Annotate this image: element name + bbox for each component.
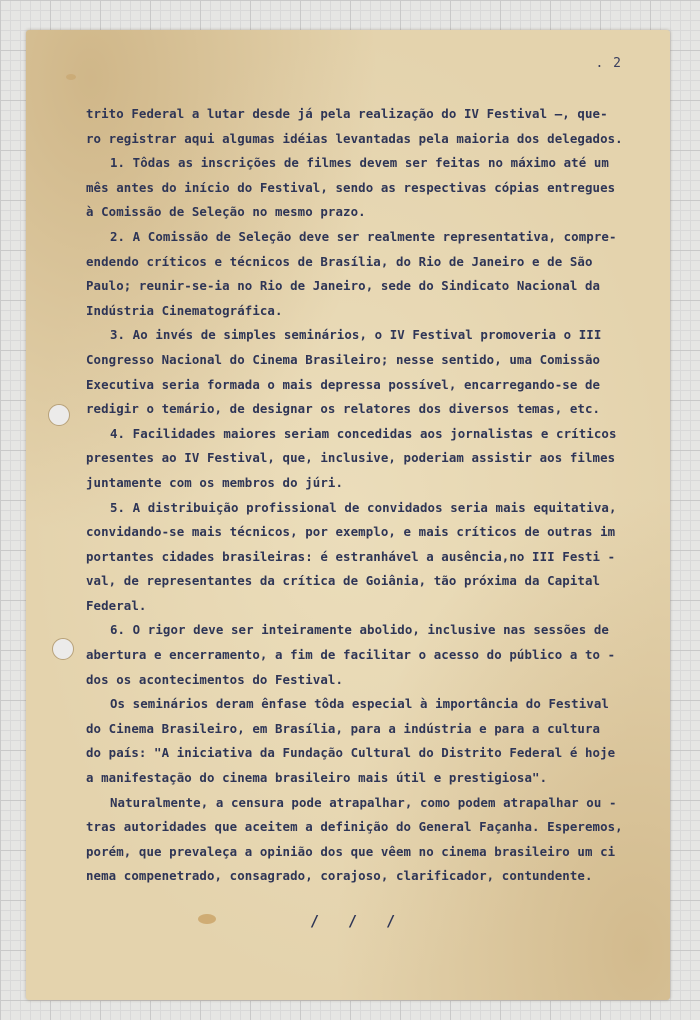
text-line: endendo críticos e técnicos de Brasília, do Rio de Janeiro e de São [86, 253, 593, 269]
text-line: portantes cidades brasileiras: é estranhável a ausência,no III Festi - [86, 548, 616, 564]
text-line: porém, que prevaleça a opinião dos que vêem no cinema brasileiro um ci [86, 843, 616, 859]
text-line: val, de representantes da crítica de Goiânia, tão próxima da Capital [86, 573, 601, 589]
text-line: trito Federal a lutar desde já pela realização do IV Festival —, que- [86, 106, 608, 121]
text-line: 3. Ao invés de simples seminários, o IV Festival promoveria o III [110, 327, 602, 343]
text-line: Congresso Nacional do Cinema Brasileiro; nesse sentido, uma Comissão [86, 351, 601, 367]
text-line: 4. Facilidades maiores seriam concedidas aos jornalistas e críticos [110, 425, 617, 441]
text-line: tras autoridades que aceitem a definição do General Façanha. Esperemos, [86, 819, 623, 835]
text-line: do país: "A iniciativa da Fundação Cultural do Distrito Federal é hoje [86, 745, 616, 761]
text-line: presentes ao IV Festival, que, inclusive, poderiam assistir aos filmes [86, 450, 616, 466]
text-line: Executiva seria formada o mais depressa possível, encarregando-se de [86, 376, 601, 392]
text-line: 6. O rigor deve ser inteiramente abolido, inclusive nas sessões de [110, 622, 609, 638]
text-line: abertura e encerramento, a fim de facilitar o acesso do público a to - [86, 647, 616, 663]
punch-hole [48, 404, 70, 426]
text-line: ro registrar aqui algumas idéias levantadas pela maioria dos delegados. [86, 130, 623, 146]
text-line: mês antes do início do Festival, sendo as respectivas cópias entregues [86, 179, 616, 195]
text-line: Paulo; reunir-se-ia no Rio de Janeiro, sede do Sindicato Nacional da [86, 278, 601, 294]
text-line: Os seminários deram ênfase tôda especial à importância do Festival [110, 696, 609, 712]
text-line: a manifestação do cinema brasileiro mais útil e prestigiosa". [86, 770, 548, 786]
page-number: . 2 [595, 56, 622, 71]
text-line: nema compenetrado, consagrado, corajoso, clarificador, contundente. [86, 868, 593, 884]
text-line: Naturalmente, a censura pode atrapalhar, como podem atrapalhar ou - [110, 794, 617, 810]
document-page [26, 30, 670, 1000]
text-line: do Cinema Brasileiro, em Brasília, para a indústria e para a cultura [86, 720, 601, 736]
paper-stain [198, 914, 216, 924]
text-line: convidando-se mais técnicos, por exemplo, e mais críticos de outras im [86, 524, 616, 540]
text-line: à Comissão de Seleção no mesmo prazo. [86, 204, 366, 220]
text-line: 5. A distribuição profissional de convidados seria mais equitativa, [110, 499, 617, 515]
text-line: Federal. [86, 597, 147, 613]
text-line: Indústria Cinematográfica. [86, 302, 283, 318]
text-line: redigir o temário, de designar os relatores dos diversos temas, etc. [86, 401, 601, 417]
end-of-text-mark: / / / [310, 912, 406, 930]
paper-stain [66, 74, 76, 80]
text-line: 2. A Comissão de Seleção deve ser realmente representativa, compre- [110, 228, 617, 244]
text-line: 1. Tôdas as inscrições de filmes devem ser feitas no máximo até um [110, 155, 609, 171]
typed-body-text [86, 102, 638, 889]
text-line: dos os acontecimentos do Festival. [86, 671, 344, 687]
punch-hole [52, 638, 74, 660]
text-line: juntamente com os membros do júri. [86, 474, 344, 490]
